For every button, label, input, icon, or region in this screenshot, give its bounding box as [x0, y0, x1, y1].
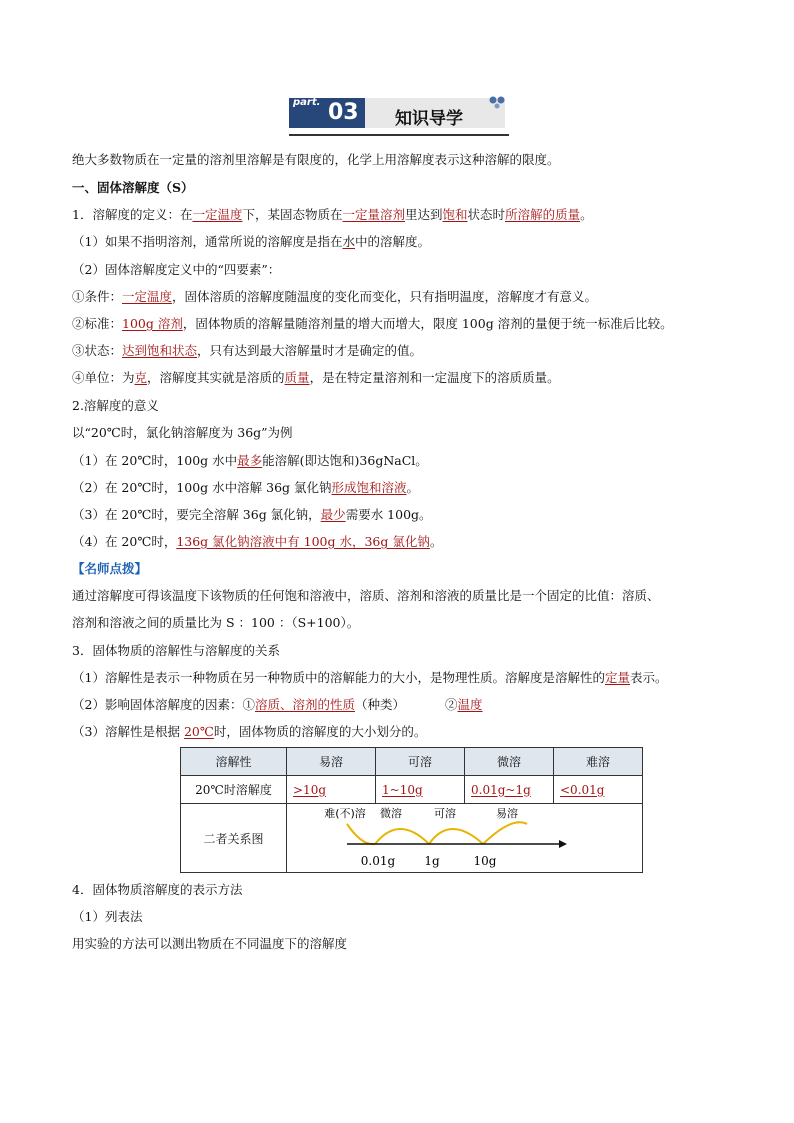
diagram-category-label: 可溶 [434, 807, 456, 820]
decoration-dots-icon [488, 95, 510, 109]
keyword: 所溶解的质量 [505, 207, 581, 222]
relation-diagram-cell [287, 804, 643, 873]
diagram-arc [375, 829, 429, 844]
diagram-category-label: 难(不)溶 [324, 807, 366, 820]
table-header-cell: 易溶 [287, 748, 376, 776]
keyword: 饱和 [442, 207, 468, 222]
table-header-cell: 可溶 [376, 748, 465, 776]
tip-line-1: 通过溶解度可得该温度下该物质的任何饱和溶液中，溶质、溶剂和溶液的质量比是一个固定的比值：溶质、 [72, 588, 660, 603]
keyword: 一定量溶剂 [342, 207, 406, 222]
note-solvent: （1）如果不指明溶剂，通常所说的溶解度是指在水中的溶解度。 [72, 234, 430, 249]
table-header-cell: 难溶 [554, 748, 643, 776]
table-cell: 0.01g~1g [465, 776, 554, 804]
relation-item-1: （1）溶解性是表示一种物质在另一种物质中的溶解能力的大小，是物理性质。溶解度是溶解性的定量表示。 [72, 670, 668, 685]
relation-item-3: （3）溶解性是根据 20℃时，固体物质的溶解度的大小划分的。 [72, 724, 427, 739]
section-title: 知识导学 [395, 109, 463, 129]
table-cell: 二者关系图 [181, 804, 287, 873]
keyword: 溶质、溶剂的性质 [254, 697, 355, 712]
diagram-tick-label: 0.01g [360, 854, 396, 868]
table-cell: 20℃时溶解度 [181, 776, 287, 804]
heading-solid-solubility: 一、固体溶解度（S） [72, 180, 194, 195]
keyword: 136g 氯化钠溶液中有 100g 水，36g 氯化钠 [176, 534, 430, 549]
table-row [181, 776, 643, 804]
relation-item-2: （2）影响固体溶解度的因素：①溶质、溶剂的性质（种类） ②温度 [72, 697, 483, 712]
table-cell: >10g [287, 776, 376, 804]
keyword: 一定温度 [192, 207, 243, 222]
relation-diagram [287, 804, 615, 872]
arrow-head-icon [559, 840, 567, 848]
table-header-cell: 微溶 [465, 748, 554, 776]
keyword: 最少 [320, 507, 346, 522]
keyword: 达到饱和状态 [122, 343, 198, 358]
diagram-arc [429, 829, 483, 844]
keyword: 形成饱和溶液 [331, 480, 407, 495]
part-label: part. [293, 97, 321, 108]
keyword: 一定温度 [122, 289, 173, 304]
tip-title: 【名师点拨】 [72, 561, 148, 576]
tip-line-2: 溶剂和溶液之间的质量比为 S ：100 ：（S+100）。 [72, 615, 360, 630]
diagram-category-label: 微溶 [380, 807, 402, 820]
keyword: 水 [342, 234, 355, 249]
table-header-cell: 溶解性 [181, 748, 287, 776]
diagram-tick-label: 10g [473, 854, 497, 868]
element-standard: ②标准：100g 溶剂，固体物质的溶解量随溶剂量的增大而增大，限度 100g 溶剂的量便于统一标准后比较。 [72, 316, 673, 331]
meaning-item-1: （1）在 20℃时，100g 水中最多能溶解(即达饱和)36gNaCl。 [72, 453, 428, 468]
meaning-item-3: （3）在 20℃时，要完全溶解 36g 氯化钠，最少需要水 100g。 [72, 507, 432, 522]
element-condition: ①条件：一定温度，固体溶质的溶解度随温度的变化而变化，只有指明温度，溶解度才有意义。 [72, 289, 598, 304]
keyword: 克 [134, 370, 148, 385]
meaning-title: 2.溶解度的意义 [72, 398, 159, 413]
meaning-item-2: （2）在 20℃时，100g 水中溶解 36g 氯化钠形成饱和溶液。 [72, 480, 420, 495]
definition-line: 1．溶解度的定义：在一定温度下，某固态物质在一定量溶剂里达到饱和状态时所溶解的质量。 [72, 207, 593, 222]
representation-title: 4．固体物质溶解度的表示方法 [72, 882, 243, 897]
diagram-arc [483, 822, 527, 844]
keyword: 质量 [284, 370, 310, 385]
table-cell: 1~10g [376, 776, 465, 804]
keyword: 20℃ [183, 724, 214, 739]
table-row [181, 804, 643, 873]
table-header-row [181, 748, 643, 776]
keyword: 100g 溶剂 [122, 316, 183, 331]
four-elements-title: （2）固体溶解度定义中的“四要素”： [72, 262, 281, 277]
representation-item-1: （1）列表法 [72, 909, 143, 924]
example-line: 以“20℃时，氯化钠溶解度为 36g”为例 [72, 425, 293, 440]
relation-title: 3．固体物质的溶解性与溶解度的关系 [72, 643, 280, 658]
title-underline [289, 134, 509, 136]
diagram-category-label: 易溶 [496, 807, 518, 820]
table-cell: <0.01g [554, 776, 643, 804]
element-state: ③状态：达到饱和状态，只有达到最大溶解量时才是确定的值。 [72, 343, 423, 358]
part-number: 03 [328, 100, 359, 125]
keyword: 温度 [457, 697, 483, 712]
solubility-table [180, 747, 643, 873]
representation-text: 用实验的方法可以测出物质在不同温度下的溶解度 [72, 936, 348, 951]
keyword: 最多 [237, 453, 263, 468]
diagram-tick-label: 1g [424, 854, 440, 868]
intro-paragraph: 绝大多数物质在一定量的溶剂里溶解是有限度的，化学上用溶解度表示这种溶解的限度。 [72, 152, 560, 167]
diagram-arc [347, 824, 375, 844]
element-unit: ④单位：为克，溶解度其实就是溶质的质量，是在特定量溶剂和一定温度下的溶质质量。 [72, 370, 560, 385]
meaning-item-4: （4）在 20℃时，136g 氯化钠溶液中有 100g 水，36g 氯化钠。 [72, 534, 443, 549]
keyword: 定量 [604, 670, 630, 685]
